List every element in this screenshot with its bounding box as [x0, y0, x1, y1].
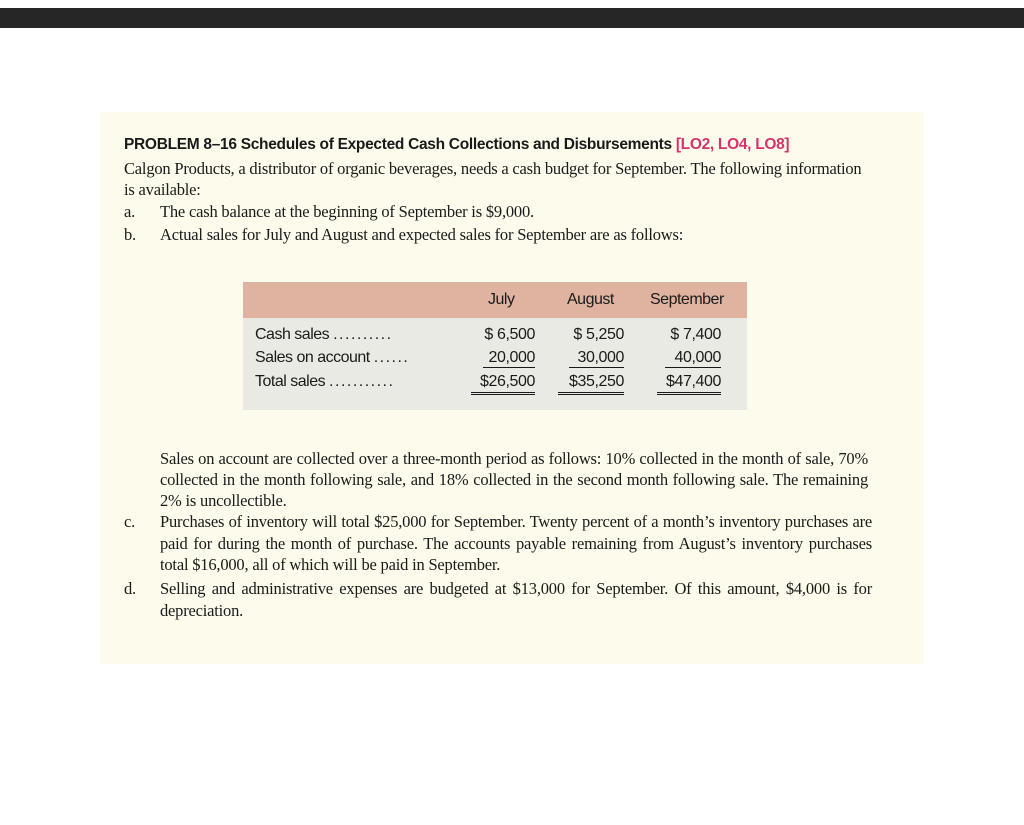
- table-header: [243, 282, 747, 318]
- top-bar: [0, 8, 1024, 28]
- sales-table: [243, 282, 747, 410]
- list-item-b: [124, 224, 872, 246]
- item-marker: d.: [124, 579, 136, 598]
- item-marker: c.: [124, 512, 136, 531]
- problem-title: PROBLEM 8–16 Schedules of Expected Cash Collections and Disbursements: [124, 136, 672, 153]
- leader-dots: ...........: [329, 373, 395, 390]
- row-label-text: Cash sales: [255, 326, 330, 343]
- learning-objectives: [LO2, LO4, LO8]: [675, 136, 790, 153]
- list-item-d: [124, 578, 872, 622]
- list-item-a: [124, 201, 872, 223]
- column-header-july: July: [488, 291, 515, 308]
- cell-account-september: 40,000: [665, 349, 721, 368]
- item-text: Purchases of inventory will total $25,000 for September. Twenty percent of a month’s inventory purchases are paid for during the month of purchase. The accounts payable remaining from August’s inventory purchases total $16,000, all of which will be paid in September.: [160, 512, 872, 574]
- collection-terms-paragraph: Sales on account are collected over a three-month period as follows: 10% collected in the month of sale, 70% collected in the month following sale, and 18% collected in the second month following sale. The remaining 2% is uncollectible.: [160, 449, 868, 510]
- column-header-august: August: [567, 291, 614, 308]
- cell-total-september: $47,400: [657, 373, 721, 395]
- cell-cash-september: $ 7,400: [670, 326, 721, 343]
- item-text: The cash balance at the beginning of September is $9,000.: [160, 202, 534, 221]
- leader-dots: ......: [373, 349, 410, 366]
- item-marker: b.: [124, 225, 136, 244]
- row-label-sales-on-account: [255, 349, 409, 367]
- item-marker: a.: [124, 202, 136, 221]
- row-label-total-sales: [255, 373, 394, 391]
- problem-heading: [124, 136, 789, 154]
- problem-intro: Calgon Products, a distributor of organic beverages, needs a cash budget for September. The following information is available:: [124, 159, 862, 199]
- cell-cash-july: $ 6,500: [484, 326, 535, 343]
- cell-account-july: 20,000: [483, 349, 535, 368]
- row-label-text: Sales on account: [255, 349, 370, 366]
- column-header-september: September: [650, 291, 724, 308]
- item-text: Selling and administrative expenses are budgeted at $13,000 for September. Of this amount, $4,000 is for depreciation.: [160, 579, 872, 620]
- row-label-cash-sales: [255, 326, 393, 344]
- cell-total-july: $26,500: [471, 373, 535, 395]
- cell-total-august: $35,250: [558, 373, 624, 395]
- list-item-c: [124, 511, 872, 577]
- cell-cash-august: $ 5,250: [573, 326, 624, 343]
- row-label-text: Total sales: [255, 373, 326, 390]
- leader-dots: ..........: [333, 326, 393, 343]
- item-text: Actual sales for July and August and expected sales for September are as follows:: [160, 225, 684, 244]
- cell-account-august: 30,000: [569, 349, 624, 368]
